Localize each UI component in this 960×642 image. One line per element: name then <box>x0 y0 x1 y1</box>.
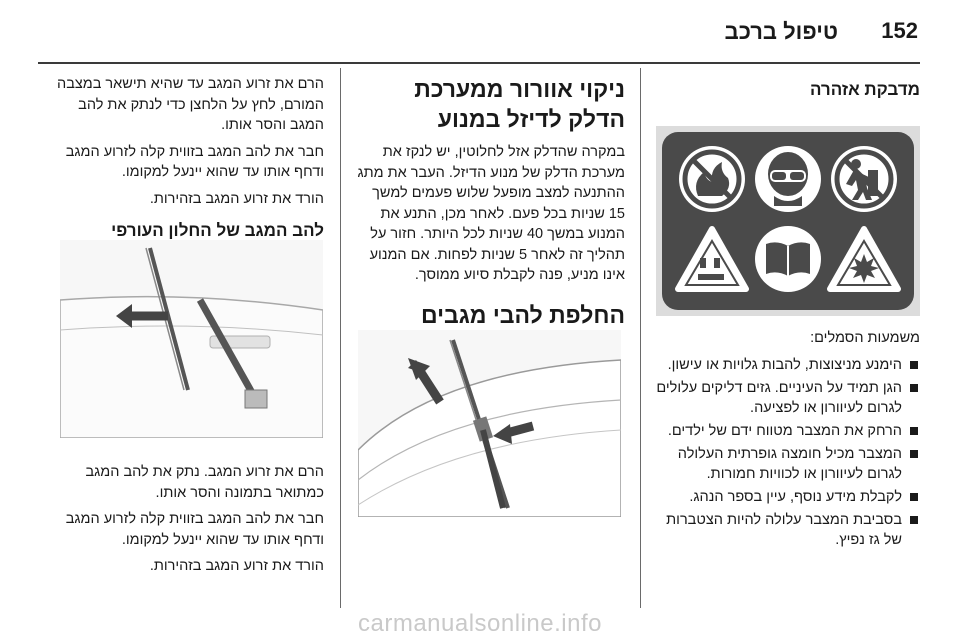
warning-label-panel <box>656 126 920 316</box>
rear-wiper-illustration <box>60 240 323 438</box>
bullet-icon <box>910 361 918 369</box>
page-number: 152 <box>881 18 918 43</box>
fuel-bleeding-paragraph: במקרה שהדלק אזל לחלוטין, יש לנקז את מערכת הדלק של מנוע הדיזל. העבר את מתג ההתנעה למצב מופעל שלוש פעמים למשך 15 שניות בכל פעם. לאחר מכן, התנע את המנוע במשך 40 שניות לכל היותר. חזור על תהליך זה לאחר 5 שניות לפחות. אם המנוע אינו מניע, פנה לקבלת סיוע ממוסך. <box>357 144 625 283</box>
wiper-step-3: הורד את זרוע המגב בזהירות. <box>149 190 324 207</box>
read-manual-icon <box>755 226 821 292</box>
rear-step-1: הרם את זרוע המגב. נתק את להב המגב כמתואר בתמונה והסר אותו. <box>85 464 324 501</box>
front-wiper-illustration <box>358 330 621 517</box>
right-column <box>655 78 920 102</box>
keep-away-children-icon <box>831 146 897 212</box>
rear-wiper-title: להב המגב של החלון העורפי <box>111 221 324 240</box>
column-divider-right <box>640 68 641 608</box>
wiper-replacement-title: החלפת להבי מגבים <box>420 301 625 328</box>
list-item: הימנע מניצוצות, להבות גלויות או עישון. <box>655 355 920 375</box>
bullet-icon <box>910 427 918 435</box>
middle-column <box>355 74 625 330</box>
bullet-icon <box>910 384 918 392</box>
bullet-icon <box>910 450 918 458</box>
column-divider-left <box>340 68 341 608</box>
list-item: המצבר מכיל חומצה גופרתית העלולה לגרום לעיוורון או לכוויות חמורות. <box>655 444 920 484</box>
rear-step-3: הורד את זרוע המגב בזהירות. <box>149 558 324 574</box>
symbols-heading: משמעות הסמלים: <box>810 330 920 346</box>
section-title: טיפול ברכב <box>724 19 838 44</box>
list-item: הגן תמיד על העיניים. גזים דליקים עלולים לגרום לעיוורון או לפציעה. <box>655 378 920 418</box>
fuel-bleeding-title: ניקוי אוורור ממערכת הדלק לדיזל במנוע <box>414 76 625 132</box>
header-rule <box>38 62 920 64</box>
rear-wiper-steps <box>42 462 324 577</box>
wiper-step-1: הרם את זרוע המגב עד שהיא תישאר במצבה המורם, לחץ על הלחצן כדי לנתק את להב המגב והסר אותו. <box>57 76 324 133</box>
list-item: הרחק את המצבר מטווח ידם של ילדים. <box>655 421 920 441</box>
rear-step-2: חבר את להב המגב בזווית קלה לזרוע המגב ודחף אותו עד שהוא יינעל למקומו. <box>65 511 324 548</box>
eye-protection-icon <box>755 146 821 212</box>
list-item: לקבלת מידע נוסף, עיין בספר הנהג. <box>655 487 920 507</box>
wiper-step-2: חבר את להב המגב בזווית קלה לזרוע המגב ודחף אותו עד שהוא יינעל למקומו. <box>65 143 324 180</box>
bullet-icon <box>910 493 918 501</box>
symbols-section <box>655 328 920 553</box>
bullet-icon <box>910 516 918 524</box>
left-column <box>42 74 324 243</box>
no-fire-icon <box>679 146 745 212</box>
warning-label-title: מדבקת אזהרה <box>809 80 920 99</box>
watermark: carmanualsonline.info <box>358 610 602 637</box>
list-item: בסביבת המצבר עלולה להיות הצטברות של גז נפיץ. <box>655 510 920 550</box>
symbols-list <box>655 355 920 550</box>
